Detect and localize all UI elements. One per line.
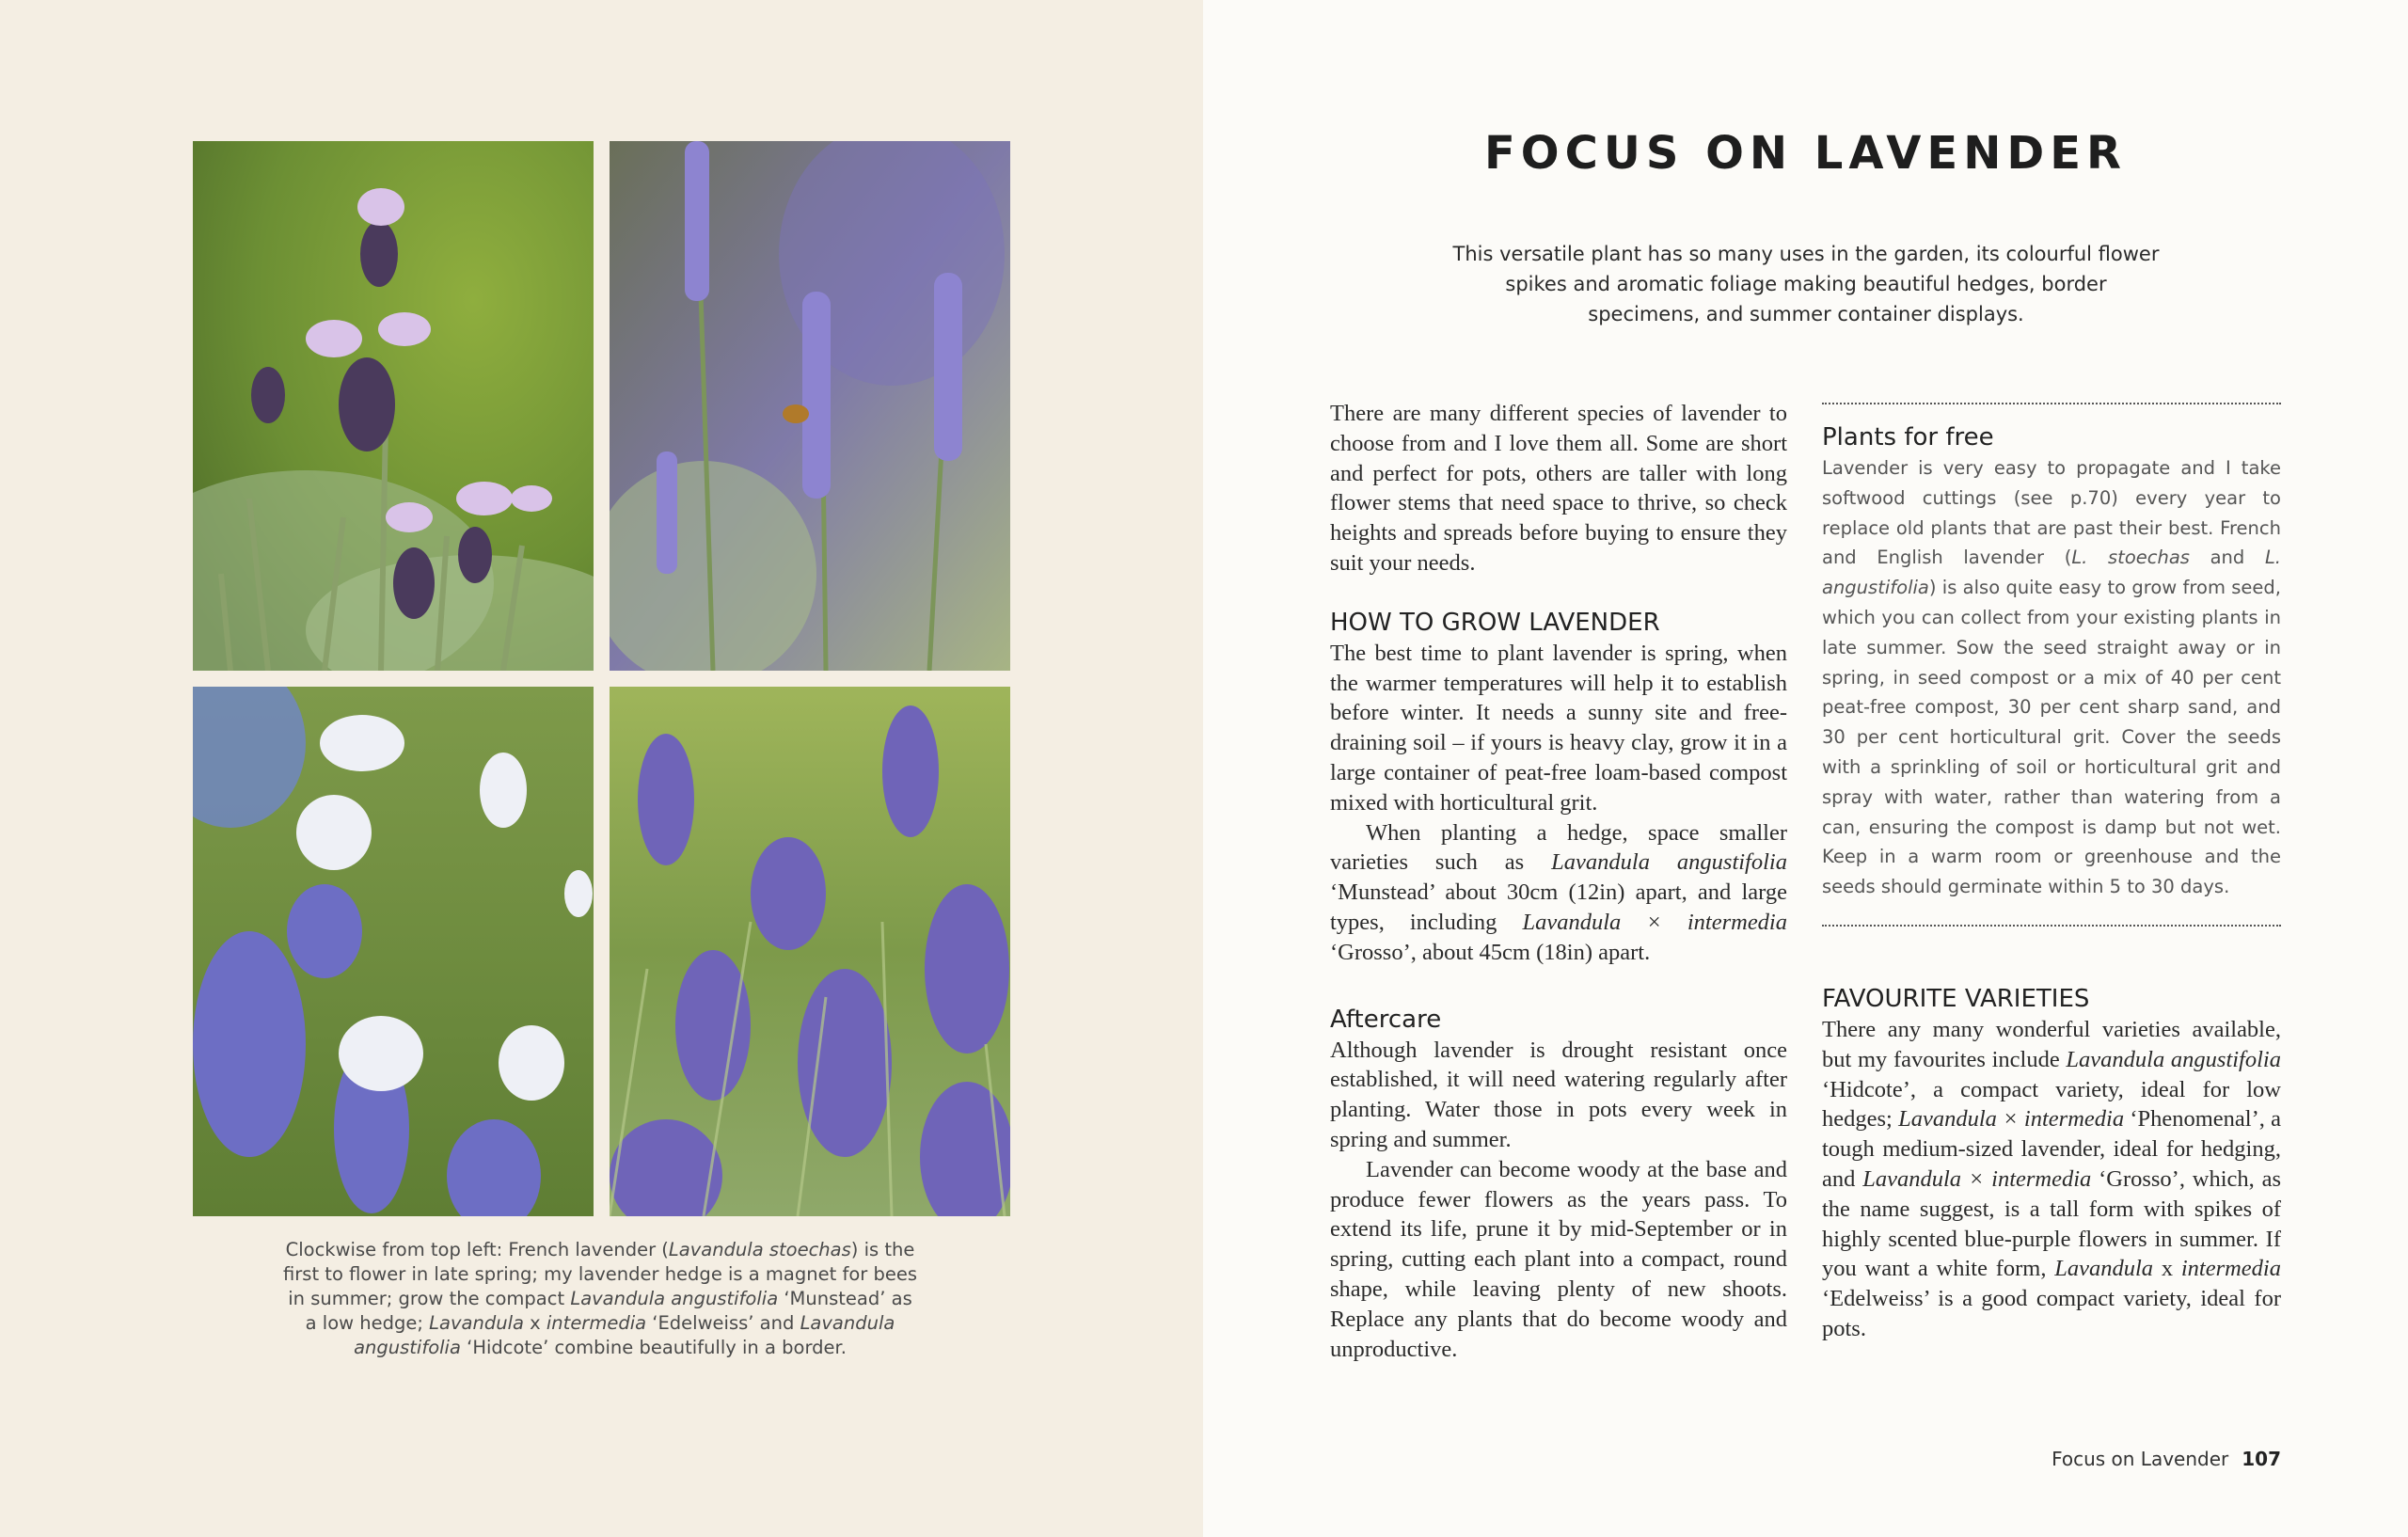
grow-paragraph-1: The best time to plant lavender is spring, when the warmer temperatures will help it to establish before winter. It needs a sunny site and free-draining soil – if yours is heavy clay, grow it in a large container of peat-free loam-based compost mixed with horticultural grit. bbox=[1330, 640, 1787, 816]
sidebar-column bbox=[1822, 399, 2281, 1344]
caption-italic: Lavandula angustifolia bbox=[354, 1312, 895, 1358]
grow-text: ‘Munstead’ about 30cm (12in) apart, and large types, including bbox=[1330, 879, 1787, 935]
varieties-text: ‘Phenomenal’, a tough medium-sized lavender, ideal for hedging, and bbox=[1822, 1106, 2281, 1192]
aftercare-heading: Aftercare bbox=[1330, 1005, 1442, 1034]
edelweiss-hidcote-photo bbox=[193, 687, 594, 1216]
caption-text: x bbox=[523, 1312, 547, 1334]
plants-for-free-text bbox=[1822, 453, 2281, 902]
free-text: Lavender is very easy to propagate and I take softwood cuttings (see p.70) every year to replace old plants that are past their best. French and English lavender ( bbox=[1822, 457, 2281, 569]
grow-text: When planting a hedge, space smaller varieties such as bbox=[1330, 819, 1787, 876]
caption-text: ‘Edelweiss’ and bbox=[646, 1312, 800, 1334]
caption-text: ‘Munstead’ as a low hedge; bbox=[305, 1288, 912, 1334]
intro-text: This versatile plant has so many uses in the garden, its colourful flower spikes and aromatic foliage making beautiful hedges, border specimens, and summer container displays. bbox=[1452, 243, 2160, 325]
photo-caption bbox=[282, 1238, 918, 1360]
caption-italic: intermedia bbox=[546, 1312, 647, 1334]
grow-italic: Lavandula angustifolia bbox=[1551, 849, 1787, 876]
caption-italic: Lavandula bbox=[429, 1312, 524, 1334]
lavender-hedge-photo bbox=[610, 687, 1010, 1216]
varieties-text: ‘Edelweiss’ is a good compact variety, ideal for pots. bbox=[1822, 1286, 2281, 1341]
page-number: 107 bbox=[2242, 1448, 2281, 1470]
caption-italic: Lavandula stoechas bbox=[668, 1239, 851, 1260]
page-footer bbox=[2052, 1448, 2281, 1470]
aftercare-paragraph-2: Lavender can become woody at the base and produce fewer flowers as the years pass. To extend its life, prune it by mid-September or in spring, cutting each plant into a compact, round shape, while leaving plenty of new shoots. Replace any plants that do become woody and unproductive. bbox=[1330, 1156, 1787, 1362]
varieties-text: There any many wonderful varieties available, but my favourites include bbox=[1822, 1016, 2281, 1072]
free-italic: L. angustifolia bbox=[1822, 547, 2281, 599]
french-lavender-photo bbox=[193, 141, 594, 671]
caption-text: ‘Hidcote’ combine beautifully in a border. bbox=[460, 1337, 847, 1358]
caption-italic: Lavandula angustifolia bbox=[570, 1288, 779, 1309]
varieties-italic: intermedia bbox=[2180, 1256, 2281, 1282]
varieties-text: ‘Hidcote’, a compact variety, ideal for low hedges; bbox=[1822, 1076, 2281, 1133]
varieties-italic: Lavandula × intermedia bbox=[1862, 1165, 2092, 1192]
favourite-varieties-text bbox=[1822, 1015, 2281, 1344]
varieties-italic: Lavandula × intermedia bbox=[1898, 1106, 2125, 1133]
aftercare-paragraph-1: Although lavender is drought resistant once established, it will need watering regularly after planting. Water those in pots every week in spring and summer. bbox=[1330, 1037, 1787, 1152]
lavender-bee-photo bbox=[610, 141, 1010, 671]
free-text: and bbox=[2189, 547, 2265, 569]
opening-paragraph: There are many different species of lavender to choose from and I love them all. Some are short and perfect for pots, others are taller with long flower stems that need space to thrive, so check heights and spreads before buying to ensure they suit your needs. bbox=[1330, 401, 1787, 576]
main-column bbox=[1330, 399, 1787, 1364]
varieties-italic: Lavandula bbox=[2054, 1256, 2154, 1282]
caption-text: Clockwise from top left: French lavender ( bbox=[285, 1239, 669, 1260]
free-text: ) is also quite easy to grow from seed, which you can collect from your existing plants in late summer. Sow the seed straight away or in spring, in seed compost or a mix of 40 per cent peat-free compost, 30 per cent sharp sand, and 30 per cent horticultural grit. Cover the seeds with a sprinkling of soil or horticultural grit and spray with water, rather than watering from a can, ensuring the compost is damp but not wet. Keep in a warm room or greenhouse and the seeds should germinate within 5 to 30 days. bbox=[1822, 577, 2281, 898]
grow-paragraph-2 bbox=[1330, 818, 1787, 968]
plants-for-free-heading: Plants for free bbox=[1822, 423, 1994, 452]
left-page bbox=[0, 0, 1203, 1537]
page-title: FOCUS ON LAVENDER bbox=[1484, 127, 2127, 180]
favourite-varieties-heading: FAVOURITE VARIETIES bbox=[1822, 984, 2090, 1013]
how-to-grow-heading: HOW TO GROW LAVENDER bbox=[1330, 608, 1660, 637]
dotted-divider bbox=[1822, 403, 2281, 404]
varieties-italic: Lavandula angustifolia bbox=[2066, 1046, 2281, 1072]
grow-text: ‘Grosso’, about 45cm (18in) apart. bbox=[1330, 939, 1651, 965]
grow-italic: Lavandula × intermedia bbox=[1522, 909, 1787, 935]
varieties-text: x bbox=[2153, 1256, 2181, 1282]
free-italic: L. stoechas bbox=[2071, 547, 2190, 569]
caption-text: ) is the first to flower in late spring; my lavender hedge is a magnet for bees in summer; grow the compact bbox=[283, 1239, 917, 1309]
running-footer-title: Focus on Lavender bbox=[2052, 1448, 2229, 1470]
varieties-text: ‘Grosso’, which, as the name suggest, is a tall form with spikes of highly scented blue-purple flowers in summer. If you want a white form, bbox=[1822, 1165, 2281, 1282]
